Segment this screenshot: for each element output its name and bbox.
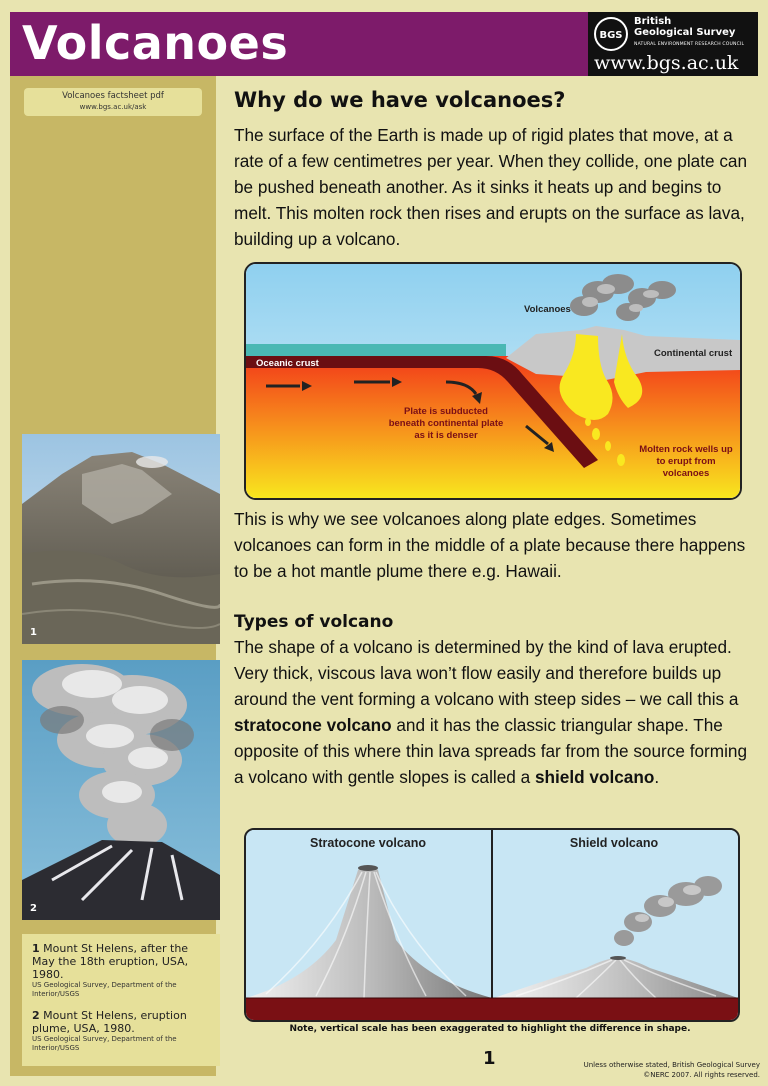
org-url-link[interactable]: www.bgs.ac.uk	[594, 52, 739, 74]
label-subducted-3: as it is denser	[414, 430, 478, 441]
heading-types-of-volcano: Types of volcano	[234, 612, 394, 632]
subduction-diagram	[244, 262, 742, 500]
caption-1-text: Mount St Helens, after the May the 18th eruption, USA, 1980.	[32, 942, 189, 981]
mountain-photo-icon	[22, 434, 220, 644]
label-stratocone: Stratocone volcano	[310, 836, 426, 850]
org-name-line2: Geological Survey	[634, 27, 736, 38]
types-section	[234, 612, 758, 790]
label-oceanic-crust: Oceanic crust	[256, 358, 319, 369]
label-volcanoes: Volcanoes	[524, 304, 571, 315]
photo2-number: 2	[30, 903, 37, 914]
term-stratocone: stratocone volcano	[234, 715, 392, 735]
label-molten-3: volcanoes	[662, 468, 710, 479]
term-shield: shield volcano	[534, 767, 655, 787]
eruption-photo-icon	[22, 660, 220, 920]
label-subducted-2: beneath continental plate	[388, 418, 504, 429]
caption-1-num: 1	[32, 942, 40, 955]
label-molten-1: Molten rock wells up	[639, 444, 733, 455]
label-subducted-1: Plate is subducted	[404, 406, 488, 417]
org-parent: NATURAL ENVIRONMENT RESEARCH COUNCIL	[634, 42, 745, 47]
label-continental-crust: Continental crust	[654, 348, 733, 359]
paragraph-types	[234, 634, 758, 790]
paragraph-plate-edges-wrap	[234, 506, 754, 584]
caption-2-text: Mount St Helens, eruption plume, USA, 1980.	[32, 1009, 187, 1035]
main-content	[234, 88, 754, 252]
page-title: Volcanoes	[22, 16, 289, 70]
types-text-c: and it has the classic triangular shape. The opposite of this where thin lava spreads far from the source forming a volcano with gentle slopes is called a	[234, 715, 748, 787]
heading-why-volcanoes: Why do we have volcanoes?	[234, 88, 566, 112]
bgs-logo-icon: BGS	[594, 17, 628, 51]
photo1-number: 1	[30, 627, 37, 638]
volcano-types-diagram	[244, 828, 740, 1022]
factsheet-title: Volcanoes factsheet pdf	[62, 91, 164, 101]
label-shield: Shield volcano	[569, 836, 659, 850]
caption-1-source: US Geological Survey, Department of the Interior/USGS	[32, 981, 177, 998]
paragraph-plate-edges: This is why we see volcanoes along plate edges. Sometimes volcanoes can form in the middle of a plate because there happens to be a hot mantle plume there e.g. Hawaii.	[234, 509, 746, 581]
photo-eruption-plume	[22, 660, 220, 920]
copyright-line2: ©NERC 2007. All rights reserved.	[643, 1071, 760, 1079]
factsheet-url[interactable]: www.bgs.ac.uk/ask	[79, 103, 147, 111]
label-molten-2: to erupt from	[656, 456, 716, 467]
caption-2	[32, 1009, 210, 1035]
factsheet-link[interactable]	[24, 88, 202, 116]
paragraph-plates: The surface of the Earth is made up of rigid plates that move, at a rate of a few centimetres per year. When they collide, one plate can be pushed beneath another. As it sinks it heats up and begins to melt. This molten rock then rises and erupts on the surface as lava, building up a volcano.	[234, 125, 748, 249]
page-number: 1	[483, 1048, 496, 1069]
header-banner	[10, 12, 758, 76]
photo-mount-st-helens-after	[22, 434, 220, 644]
caption-2-source: US Geological Survey, Department of the Interior/USGS	[32, 1035, 177, 1052]
caption-2-num: 2	[32, 1009, 40, 1022]
copyright-line1: Unless otherwise stated, British Geological Survey	[583, 1061, 760, 1069]
subduction-illustration-icon	[246, 264, 740, 498]
sidebar	[10, 76, 216, 1076]
caption-1	[32, 942, 210, 981]
org-name	[634, 16, 754, 38]
bgs-brand-box[interactable]	[588, 12, 758, 76]
copyright	[560, 1060, 760, 1080]
scale-note: Note, vertical scale has been exaggerated to highlight the difference in shape.	[289, 1024, 691, 1034]
types-text-e: .	[654, 767, 660, 787]
photo-captions	[22, 934, 220, 1066]
volcano-shapes-illustration-icon	[246, 830, 738, 1020]
org-name-line1: British	[634, 16, 672, 27]
types-text-a: The shape of a volcano is determined by the kind of lava erupted. Very thick, viscous lava won’t flow easily and therefore builds up around the vent forming a volcano with steep sides – we call this a	[234, 637, 739, 709]
